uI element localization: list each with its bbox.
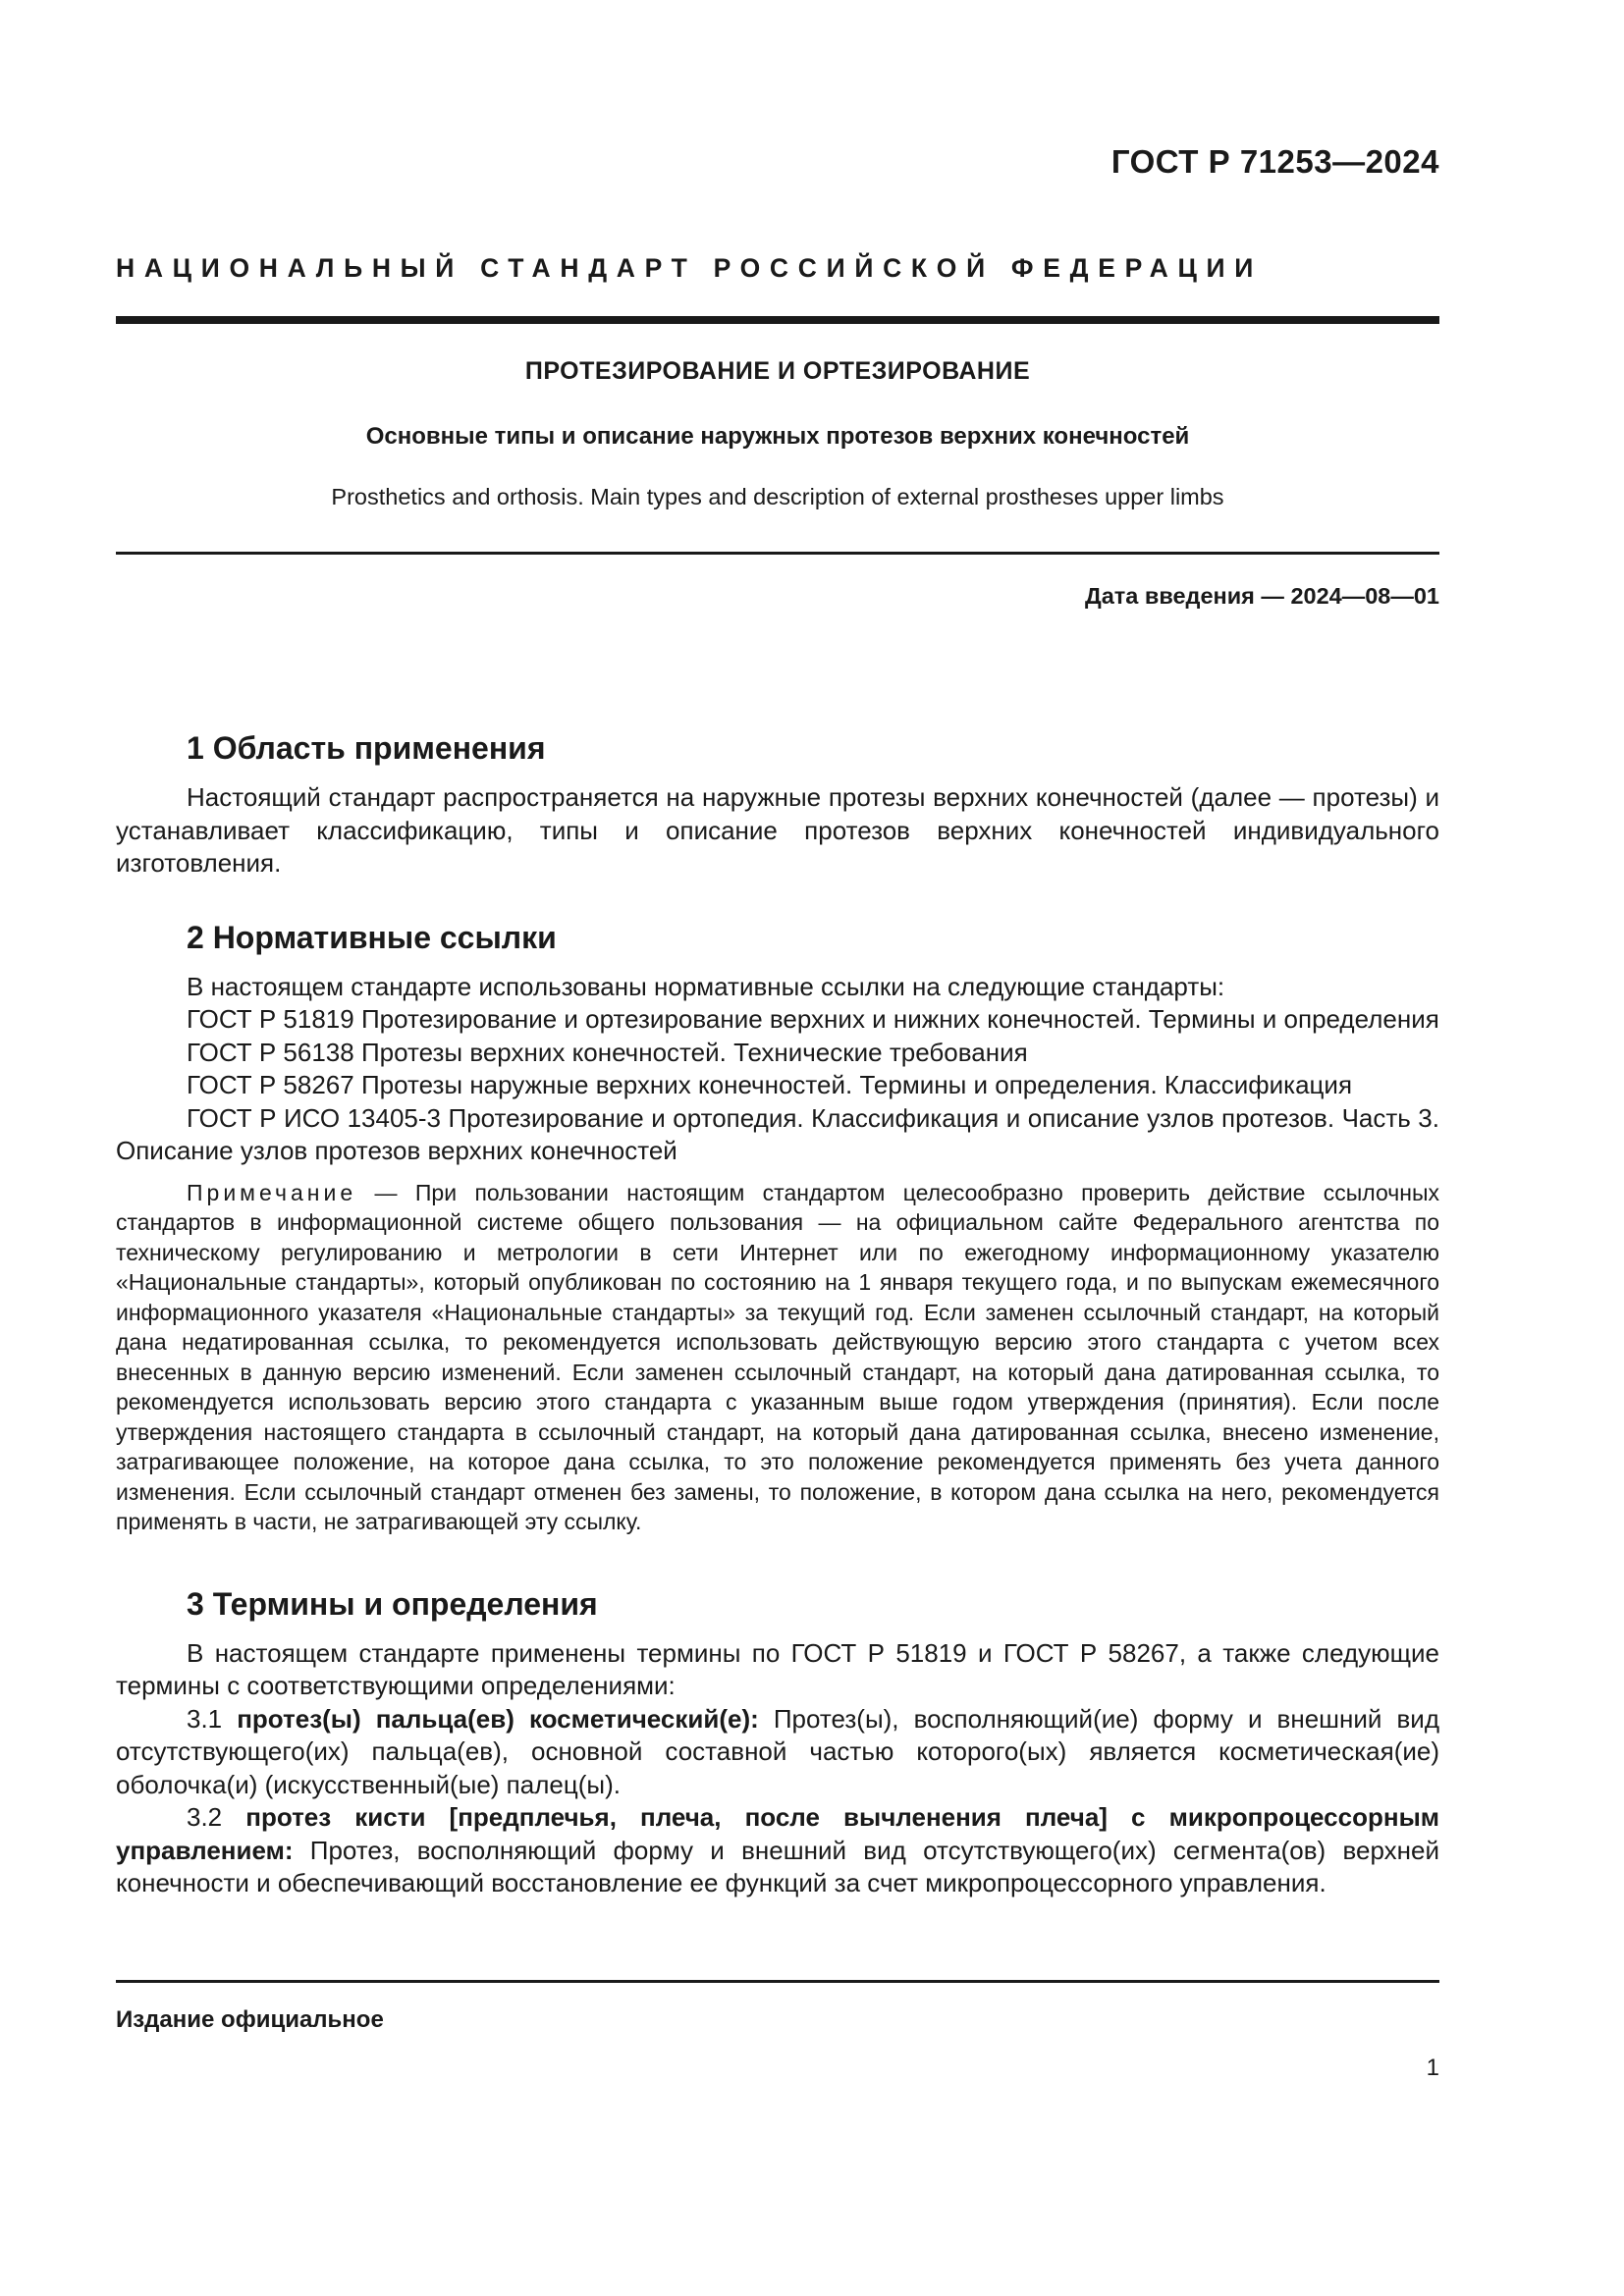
note-label: Примечание bbox=[187, 1179, 357, 1205]
header-rule bbox=[116, 316, 1439, 324]
section-1-title: 1 Область применения bbox=[187, 730, 546, 766]
reference-item: ГОСТ Р 58267 Протезы наружные верхних конечностей. Термины и определения. Классификация bbox=[187, 1070, 1353, 1099]
main-title: ПРОТЕЗИРОВАНИЕ И ОРТЕЗИРОВАНИЕ bbox=[524, 357, 1031, 385]
term-definition: Протез(ы), восполняющий(ие) форму и внешний вид отсутствующего(их) пальца(ев), основной составной частью которого(ых) является косметическая(ие) оболочка(и) (искусственный(ые) палец(ы). bbox=[116, 1703, 1439, 1799]
sub-title: Основные типы и описание наружных протезов верхних конечностей bbox=[365, 423, 1190, 450]
edition-label: Издание официальное bbox=[116, 2006, 384, 2033]
page-number: 1 bbox=[1426, 2055, 1439, 2081]
section-2-intro: В настоящем стандарте использованы нормативные ссылки на следующие стандарты: bbox=[187, 971, 1225, 1001]
footer-rule bbox=[116, 1980, 1439, 1983]
english-title: Prosthetics and orthosis. Main types and description of external prostheses upper limbs bbox=[331, 484, 1224, 509]
section-2-title: 2 Нормативные ссылки bbox=[187, 919, 557, 955]
term-number: 3.2 bbox=[187, 1802, 246, 1832]
reference-item: ГОСТ Р 51819 Протезирование и ортезирование верхних и нижних конечностей. Термины и определения bbox=[187, 1004, 1439, 1034]
term-item bbox=[116, 1703, 1439, 1802]
term-name: протез(ы) пальца(ев) косметический(е): bbox=[237, 1703, 759, 1734]
section-3-title: 3 Термины и определения bbox=[187, 1585, 598, 1622]
reference-note bbox=[116, 1178, 1439, 1537]
document-body bbox=[116, 724, 1439, 1900]
note-text: — При пользовании настоящим стандартом целесообразно проверить действие ссылочных стандартов в информационной системе общего пользования — на официальном сайте Федерального агентства по техническому регулированию и метрологии в сети Интернет или по ежегодному информационному указателю «Национальные стандарты», который опубликован по состоянию на 1 января текущего года, и по выпускам ежемесячного информационного указателя «Национальные стандарты» за текущий год. Если заменен ссылочный стандарт, на который дана недатированная ссылка, то рекомендуется использовать действующую версию этого стандарта с учетом всех внесенных в данную версию изменений. Если заменен ссылочный стандарт, на который дана датированная ссылка, то рекомендуется использовать версию этого стандарта с указанным выше годом утверждения (принятия). Если после утверждения настоящего стандарта в ссылочный стандарт, на который дана датированная ссылка, внесено изменение, затрагивающее положение, на которое дана ссылка, то это положение рекомендуется применять без учета данного изменения. Если ссылочный стандарт отменен без замены, то положение, в котором дана ссылка на него, рекомендуется применять в части, не затрагивающей эту ссылку. bbox=[116, 1179, 1439, 1534]
reference-item: ГОСТ Р 56138 Протезы верхних конечностей. Технические требования bbox=[187, 1037, 1028, 1067]
title-rule bbox=[116, 552, 1439, 555]
introduction-date: Дата введения — 2024—08—01 bbox=[1084, 583, 1439, 609]
term-item bbox=[116, 1801, 1439, 1900]
term-name: протез кисти [предплечья, плеча, после вычленения плеча] с микропроцессорным управлением: bbox=[116, 1802, 1440, 1865]
section-3-intro: В настоящем стандарте применены термины по ГОСТ Р 51819 и ГОСТ Р 58267, а также следующие термины с соответствующими определениями: bbox=[116, 1637, 1439, 1700]
document-code: ГОСТ Р 71253—2024 bbox=[1110, 143, 1439, 180]
national-standard-heading: НАЦИОНАЛЬНЫЙ СТАНДАРТ РОССИЙСКОЙ ФЕДЕРАЦИИ bbox=[116, 253, 1264, 283]
term-number: 3.1 bbox=[187, 1703, 238, 1734]
section-1-text: Настоящий стандарт распространяется на наружные протезы верхних конечностей (далее — протезы) и устанавливает классификацию, типы и описание протезов верхних конечностей индивидуального изготовления. bbox=[116, 782, 1439, 878]
term-definition: Протез, восполняющий форму и внешний вид отсутствующего(их) сегмента(ов) верхней конечности и обеспечивающий восстановление ее функций за счет микропроцессорного управления. bbox=[116, 1835, 1439, 1897]
reference-item: ГОСТ Р ИСО 13405-3 Протезирование и ортопедия. Классификация и описание узлов протезов. Часть 3. Описание узлов протезов верхних конечностей bbox=[116, 1102, 1439, 1165]
